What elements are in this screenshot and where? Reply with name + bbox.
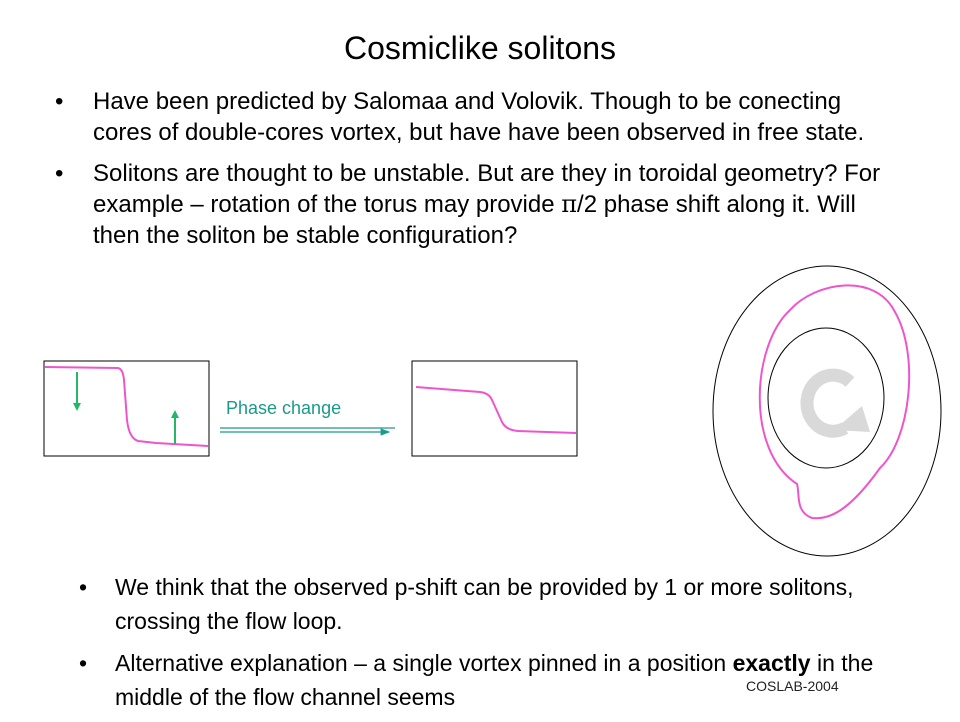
torus-inner-ring — [768, 328, 884, 468]
emphasis-exactly: exactly — [732, 650, 811, 676]
bullet-unstable-text-start: Solitons are thought to be unstable. But are they in toroidal geometry? For example – rotation of the torus may provide — [93, 160, 881, 218]
phase-change-arrow — [220, 428, 395, 432]
rotation-arrowhead-icon — [834, 406, 870, 432]
soliton-loop-curve — [760, 285, 909, 518]
bullet-alternative-text-start: Alternative explanation – a single vortex pinned in a position — [115, 650, 733, 676]
footer-label: COSLAB-2004 — [746, 678, 839, 694]
torus-diagram — [713, 266, 941, 556]
soliton-after-panel — [412, 361, 577, 456]
bullet-predicted-text: Have been predicted by Salomaa and Volovik. Though to be conecting cores of double-cores vortex, but have have been observed in free state. — [93, 88, 865, 146]
bullet-p-shift — [115, 570, 885, 638]
soliton-before-panel — [44, 361, 209, 456]
bullet-p-shift-text: We think that the observed p-shift can be provided by 1 or more solitons, crossing the flow loop. — [115, 574, 854, 634]
pi-symbol: π — [561, 190, 578, 218]
panel-frame-right — [412, 361, 577, 456]
bullet-alternative-text-end: in the middle of the flow channel seems — [115, 650, 874, 710]
bottom-bullet-list — [115, 570, 885, 722]
slide-title: Cosmiclike solitons — [343, 30, 617, 66]
phase-change-label: Phase change — [226, 398, 342, 418]
bullet-unstable-text-end: /2 phase shift along it. Will then the soliton be stable configuration? — [93, 191, 856, 249]
